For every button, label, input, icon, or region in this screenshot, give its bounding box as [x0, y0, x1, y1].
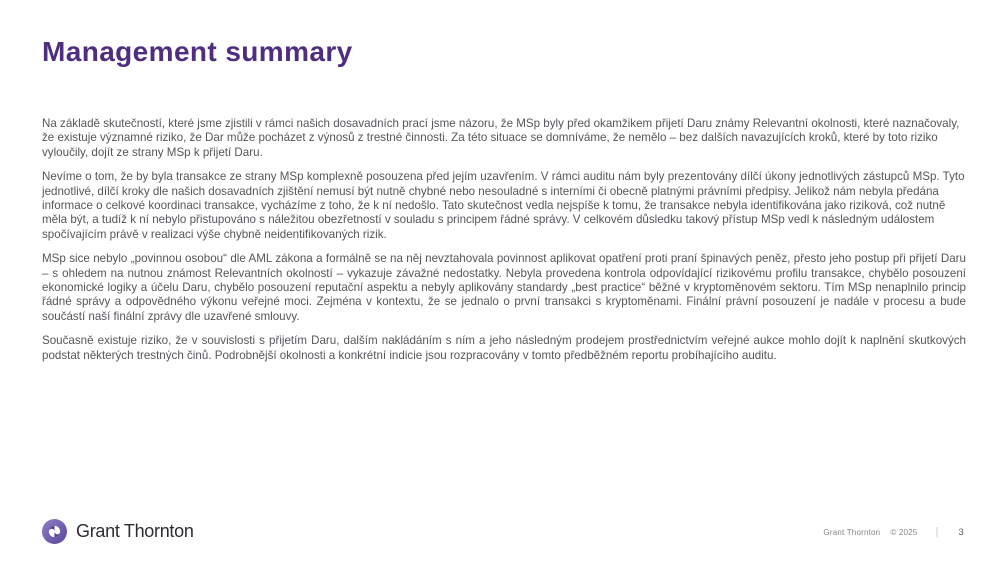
page-title: Management summary — [42, 36, 353, 67]
paragraph-4: Současně existuje riziko, že v souvislosti s přijetím Daru, dalším nakládáním s ním a jeho následným prodejem prostřednictvím veřejné aukce mohlo dojít k naplnění skutkových podstat některých trestných činů. Podrobnější okolnosti a konkrétní indicie jsou rozpracovány v tomto předběžném reportu probíhajícího auditu. — [42, 334, 966, 362]
paragraph-2: Nevíme o tom, že by byla transakce ze strany MSp komplexně posouzena před jejím uzavřením. V rámci auditu nám byly prezentovány dílčí úkony jednotlivých zástupců MSp. Tyto jednotlivé, dílčí kroky dle našich dosavadních zjištění nemusí být nutně chybné nebo nesouladné s interními či obecně platnými právními předpisy. Jelikož nám nebyla předána informace o celkové koordinaci transakce, vycházíme z toho, že k ní nedošlo. Tato skutečnost vedla nejspíše k tomu, že transakce nebyla identifikována jako riziková, což nutně měla být, a tudíž k ní nebylo přistupováno s náležitou obezřetností v souladu s principem řádné správy. V celkovém důsledku takový přístup MSp vedl k následným událostem spočívajícím právě v realizaci výše chybně neidentifikovaných rizik. — [42, 170, 965, 241]
footer-meta — [823, 526, 964, 538]
grant-thornton-mobius-icon — [42, 519, 67, 544]
footer-copyright: © 2025 — [890, 527, 918, 537]
footer-company: Grant Thornton — [823, 527, 881, 537]
paragraph-1: Na základě skutečností, které jsme zjistili v rámci našich dosavadních prací jsme názoru, že MSp byly před okamžikem přijetí Daru známy Relevantní okolnosti, které naznačovaly, že existuje významné riziko, že Dar může pocházet z výnosů z trestné činnosti. Za této situace se domníváme, že nemělo – bez dalších navazujících kroků, které by toto riziko vyloučily, dojít ze strany MSp k přijetí Daru. — [42, 117, 960, 159]
paragraph-3: MSp sice nebylo „povinnou osobou“ dle AML zákona a formálně se na něj nevztahovala povinnost aplikovat opatření proti praní špinavých peněz, přesto jeho postup při přijetí Daru – s ohledem na nutnou známost Relevantních okolností – vykazuje závažné nedostatky. Nebyla provedena kontrola odpovídající rizikovému profilu transakce, chybělo posouzení ekonomické logiky a účelu Daru, chybělo posouzení reputační aspektu a nebyly aplikovány standardy „best practice“ běžné v kryptoměnovém sektoru. Tím MSp nenaplnilo princip řádné správy a odpovědného výkonu veřejné moci. Zejména v kontextu, že se jednalo o první transakci s kryptoměnami. Finální právní posouzení je nadále v procesu a bude součástí naší finální zprávy dle uzavřené smlouvy. — [42, 252, 966, 323]
logo-wordmark: Grant Thornton — [76, 521, 194, 541]
footer-divider: | — [935, 526, 939, 538]
page-number: 3 — [958, 526, 964, 538]
grant-thornton-logo — [42, 519, 194, 544]
body-text-block — [42, 117, 966, 373]
